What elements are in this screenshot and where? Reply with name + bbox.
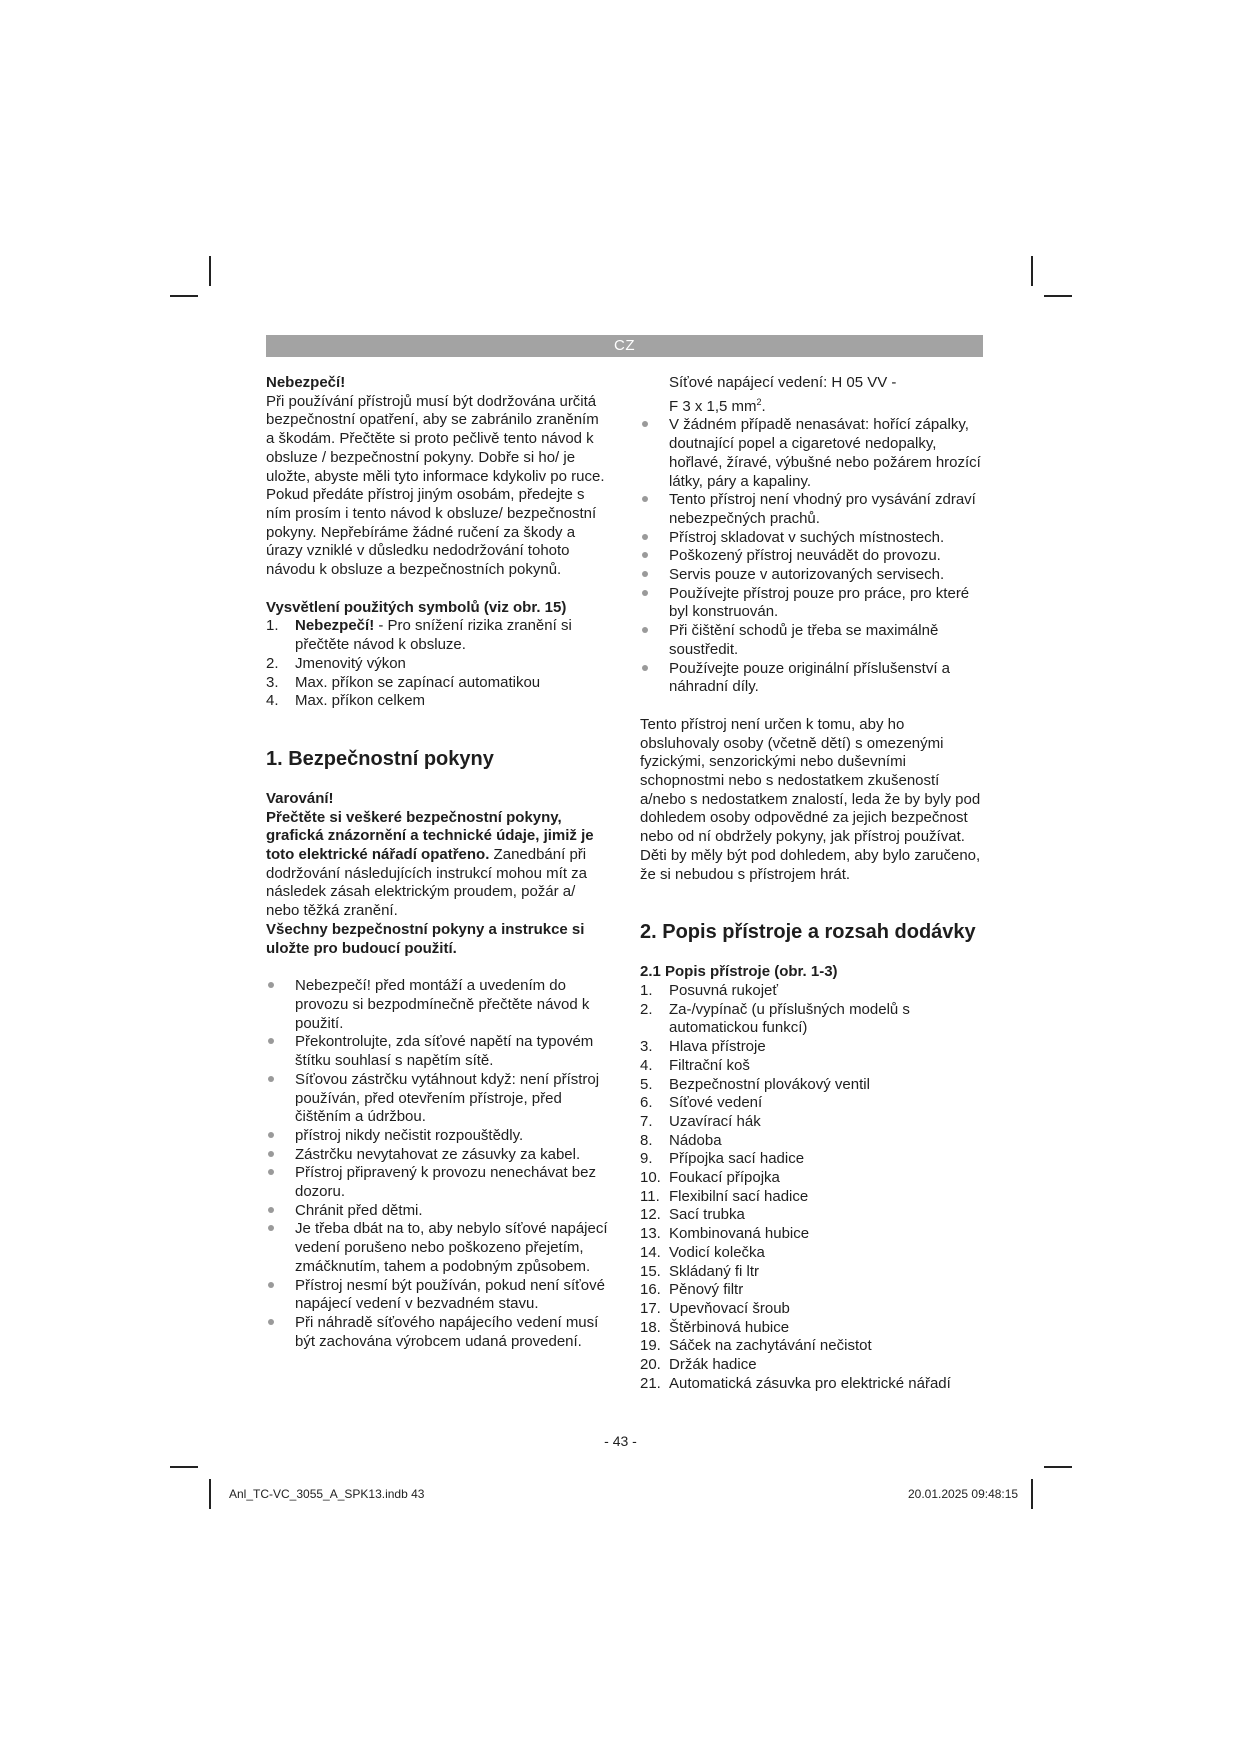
symbol-item	[266, 674, 611, 693]
list-item	[266, 1146, 611, 1165]
list-item	[640, 1356, 985, 1375]
symbol-text: - Pro snížení rizika zranění si přečtěte návod k obsluze.	[295, 617, 572, 654]
item-number: 9.	[640, 1150, 653, 1168]
crop-mark	[1044, 295, 1072, 297]
list-item	[640, 1375, 985, 1394]
part-name: Automatická zásuvka pro elektrické nářadí	[669, 1374, 951, 1392]
part-name: Nádoba	[669, 1131, 722, 1149]
list-item	[266, 1314, 611, 1351]
part-name: Uzavírací hák	[669, 1112, 761, 1130]
part-name: Pěnový filtr	[669, 1281, 744, 1299]
list-item-text: Překontrolujte, zda síťové napětí na typovém štítku souhlasí s napětím sítě.	[295, 1033, 594, 1070]
list-item	[640, 1263, 985, 1282]
list-item-text: Tento přístroj není vhodný pro vysávání zdraví nebezpečných prachů.	[669, 491, 976, 527]
list-item-text: Přístroj připravený k provozu nenechávat bez dozoru.	[295, 1164, 596, 1201]
item-number: 8.	[640, 1131, 653, 1149]
list-item	[640, 1076, 985, 1095]
item-number: 21.	[640, 1374, 661, 1392]
list-item-text: přístroj nikdy nečistit rozpouštědly.	[295, 1126, 524, 1144]
part-name: Držák hadice	[669, 1356, 757, 1374]
list-item	[266, 1127, 611, 1146]
list-item	[640, 1094, 985, 1113]
list-item	[640, 1281, 985, 1300]
item-number: 17.	[640, 1299, 661, 1317]
item-number: 19.	[640, 1337, 661, 1355]
symbol-item	[266, 617, 611, 654]
list-item-text: Nebezpečí! před montáží a uvedením do provozu si bezpodmínečně přečtěte návod k použití.	[295, 977, 590, 1032]
list-item	[640, 491, 985, 528]
list-item	[640, 1188, 985, 1207]
list-item	[266, 1277, 611, 1314]
bullet-icon	[268, 982, 274, 988]
part-name: Za-/vypínač (u příslušných modelů s automatickou funkcí)	[669, 1000, 910, 1037]
list-item	[640, 1244, 985, 1263]
danger-title: Nebezpečí!	[266, 374, 346, 391]
warning-text: Zanedbání při dodržování následujících instrukcí mohou mít za následek zásah elektrickým proudem, požár a/ nebo těžká zranění.	[266, 846, 587, 920]
cable-superscript: 2	[756, 396, 762, 407]
list-item	[640, 1337, 985, 1356]
list-item	[640, 1057, 985, 1076]
item-number: 4.	[640, 1056, 653, 1074]
list-item	[640, 1132, 985, 1151]
bullet-icon	[268, 1207, 274, 1213]
section-2-1-title: 2.1 Popis přístroje (obr. 1-3)	[640, 963, 838, 981]
bullet-icon	[268, 1151, 274, 1157]
item-number: 14.	[640, 1243, 661, 1261]
children-notice: Tento přístroj není určen k tomu, aby ho obsluhovaly osoby (včetně dětí) s omezenými fyzickými, senzorickými nebo duševními schopnostmi nebo s nedostatkem zkušeností a/nebo s nedostatkem znalostí, leda že by byly pod dohledem osoby odpovědné za jejich bezpečnost nebo od ní obdržely pokyny, jak přístroj používat. Děti by měly být pod dohledem, aby bylo zaručeno, že si nebudou s přístrojem hrát.	[640, 715, 981, 883]
warning-paragraph	[266, 809, 611, 921]
bullet-icon	[268, 1132, 274, 1138]
list-item-text: Chránit před dětmi.	[295, 1201, 423, 1219]
bullet-icon	[268, 1225, 274, 1231]
part-name: Flexibilní sací hadice	[669, 1187, 809, 1205]
crop-mark	[1031, 256, 1033, 286]
list-item	[640, 1206, 985, 1225]
crop-mark	[209, 256, 211, 286]
bullet-icon	[642, 590, 648, 596]
language-header: CZ	[266, 335, 983, 357]
symbol-text: Max. příkon se zapínací automatikou	[295, 673, 541, 691]
item-number: 15.	[640, 1262, 661, 1280]
list-item	[266, 1164, 611, 1201]
bullet-icon	[268, 1038, 274, 1044]
left-column	[266, 374, 611, 1351]
list-item-text: Používejte pouze originální příslušenství a náhradní díly.	[669, 659, 950, 696]
symbol-text: Max. příkon celkem	[295, 692, 426, 710]
list-item	[266, 1202, 611, 1221]
crop-mark	[170, 1466, 198, 1468]
bullet-icon	[642, 552, 648, 558]
crop-mark	[1031, 1479, 1033, 1509]
part-name: Foukací přípojka	[669, 1169, 780, 1187]
item-number: 20.	[640, 1356, 661, 1374]
list-item	[640, 585, 985, 622]
list-item-text: Je třeba dbát na to, aby nebylo síťové napájecí vedení porušeno nebo poškozeno přejetím, zmáčknutím, tahem a podobným způsobem.	[295, 1220, 608, 1275]
part-name: Bezpečnostní plovákový ventil	[669, 1075, 870, 1093]
item-number: 5.	[640, 1075, 653, 1093]
part-name: Skládaný fi ltr	[669, 1262, 760, 1280]
part-name: Síťové vedení	[669, 1094, 763, 1112]
crop-mark	[1044, 1466, 1072, 1468]
crop-mark	[209, 1479, 211, 1509]
part-name: Upevňovací šroub	[669, 1299, 790, 1317]
bullet-icon	[268, 1076, 274, 1082]
right-column	[640, 374, 985, 1393]
part-name: Sací trubka	[669, 1206, 745, 1224]
section-1-title: 1. Bezpečnostní pokyny	[266, 747, 494, 770]
warning-bold: Přečtěte si veškeré bezpečnostní pokyny, grafická znázornění a technické údaje, jimiž je toto elektrické nářadí opatřeno.	[266, 808, 594, 864]
item-number: 2.	[640, 1000, 653, 1018]
keep-instructions: Všechny bezpečnostní pokyny a instrukce si uložte pro budoucí použití.	[266, 920, 585, 957]
list-item-text: Zástrčku nevytahovat ze zásuvky za kabel.	[295, 1145, 581, 1163]
item-number: 7.	[640, 1112, 653, 1130]
bullet-icon	[642, 421, 648, 427]
item-number: 12.	[640, 1206, 661, 1224]
item-number: 18.	[640, 1318, 661, 1336]
bullet-icon	[268, 1319, 274, 1325]
list-item-text: Používejte přístroj pouze pro práce, pro které byl konstruován.	[669, 584, 970, 621]
list-item	[640, 1225, 985, 1244]
list-item	[266, 1220, 611, 1276]
item-number: 16.	[640, 1281, 661, 1299]
footer-datetime: 20.01.2025 09:48:15	[908, 1487, 1019, 1501]
item-number: 2.	[266, 654, 279, 672]
section-2-title: 2. Popis přístroje a rozsah dodávky	[640, 921, 976, 944]
symbols-title: Vysvětlení použitých symbolů (viz obr. 15)	[266, 598, 567, 616]
part-name: Posuvná rukojeť	[669, 981, 779, 999]
warning-title: Varování!	[266, 789, 334, 807]
item-number: 4.	[266, 692, 279, 710]
part-name: Sáček na zachytávání nečistot	[669, 1337, 872, 1355]
list-item	[640, 1169, 985, 1188]
part-name: Přípojka sací hadice	[669, 1150, 805, 1168]
list-item	[640, 1001, 985, 1038]
list-item	[640, 566, 985, 585]
bullet-icon	[642, 571, 648, 577]
list-item	[640, 547, 985, 566]
list-item-text: Při čištění schodů je třeba se maximálně soustředit.	[669, 622, 939, 658]
list-item	[640, 416, 985, 491]
footer-filename: Anl_TC-VC_3055_A_SPK13.indb 43	[229, 1487, 425, 1501]
list-item	[266, 1071, 611, 1127]
item-number: 10.	[640, 1169, 661, 1187]
list-item-text: Servis pouze v autorizovaných servisech.	[669, 566, 945, 584]
list-item	[640, 529, 985, 548]
item-number: 11.	[640, 1187, 660, 1205]
safety-list	[266, 977, 611, 1351]
cable-spec: Síťové napájecí vedení: H 05 VV - F 3 x 1,5 $mm^2$.	[669, 374, 897, 415]
safety-list-continued	[640, 416, 985, 697]
list-item	[640, 1300, 985, 1319]
symbol-item	[266, 655, 611, 674]
parts-list	[640, 982, 985, 1393]
list-item	[640, 1150, 985, 1169]
part-name: Vodicí kolečka	[669, 1243, 765, 1261]
part-name: Kombinovaná hubice	[669, 1225, 810, 1243]
part-name: Štěrbinová hubice	[669, 1318, 790, 1336]
item-number: 1.	[640, 981, 653, 999]
bullet-icon	[642, 665, 648, 671]
list-item-text: V žádném případě nenasávat: hořící zápalky, doutnající popel a cigaretové nedopalky, hořlavé, žíravé, výbušné nebo požárem hrozící látky, páry a kapaliny.	[669, 416, 981, 490]
list-item-text: Při náhradě síťového napájecího vedení musí být zachována výrobcem udaná provedení.	[295, 1313, 599, 1350]
symbol-text: Jmenovitý výkon	[295, 654, 406, 672]
item-number: 3.	[640, 1038, 653, 1056]
list-item	[640, 982, 985, 1001]
item-number: 1.	[266, 617, 279, 635]
crop-mark	[170, 295, 198, 297]
list-item-text: Přístroj nesmí být používán, pokud není síťové napájecí vedení v bezvadném stavu.	[295, 1276, 605, 1313]
symbols-list	[266, 617, 611, 711]
list-item-text: Síťovou zástrčku vytáhnout když: není přístroj používán, před otevřením přístroje, před čištěním a údržbou.	[295, 1070, 600, 1126]
symbol-item	[266, 692, 611, 711]
part-name: Filtrační koš	[669, 1056, 750, 1074]
list-item	[640, 660, 985, 697]
symbol-bold: Nebezpečí!	[295, 617, 375, 635]
item-number: 13.	[640, 1225, 661, 1243]
item-number: 6.	[640, 1094, 653, 1112]
list-item	[640, 1038, 985, 1057]
danger-text: Při používání přístrojů musí být dodržována určitá bezpečnostní opatření, aby se zabránilo zraněním a škodám. Přečtěte si proto pečlivě tento návod k obsluze / bezpečnostní pokyny. Dobře si ho/ je uložte, abyste měli tyto informace kdykoliv po ruce. Pokud předáte přístroj jiným osobám, předejte s ním prosím i tento návod k obsluze/ bezpečnostní pokyny. Nepřebíráme žádné ručení za škody a úrazy vzniklé v důsledku nedodržování tohoto návodu k obsluze a bezpečnostních pokynů.	[266, 392, 605, 579]
list-item-text: Poškozený přístroj neuvádět do provozu.	[669, 547, 941, 565]
list-item-text: Přístroj skladovat v suchých místnostech.	[669, 528, 945, 546]
bullet-icon	[642, 627, 648, 633]
cable-line-1: Síťové napájecí vedení: H 05 VV -	[669, 374, 897, 391]
cable-line-2: F 3 x 1,5 mm	[669, 397, 757, 415]
bullet-icon	[268, 1169, 274, 1175]
list-item	[640, 1113, 985, 1132]
part-name: Hlava přístroje	[669, 1038, 766, 1056]
list-item	[640, 622, 985, 659]
bullet-icon	[268, 1282, 274, 1288]
bullet-icon	[642, 534, 648, 540]
bullet-icon	[642, 496, 648, 502]
item-number: 3.	[266, 673, 279, 691]
list-item	[266, 1033, 611, 1070]
page-number: - 43 -	[604, 1433, 637, 1449]
list-item	[640, 1319, 985, 1338]
list-item	[266, 977, 611, 1033]
